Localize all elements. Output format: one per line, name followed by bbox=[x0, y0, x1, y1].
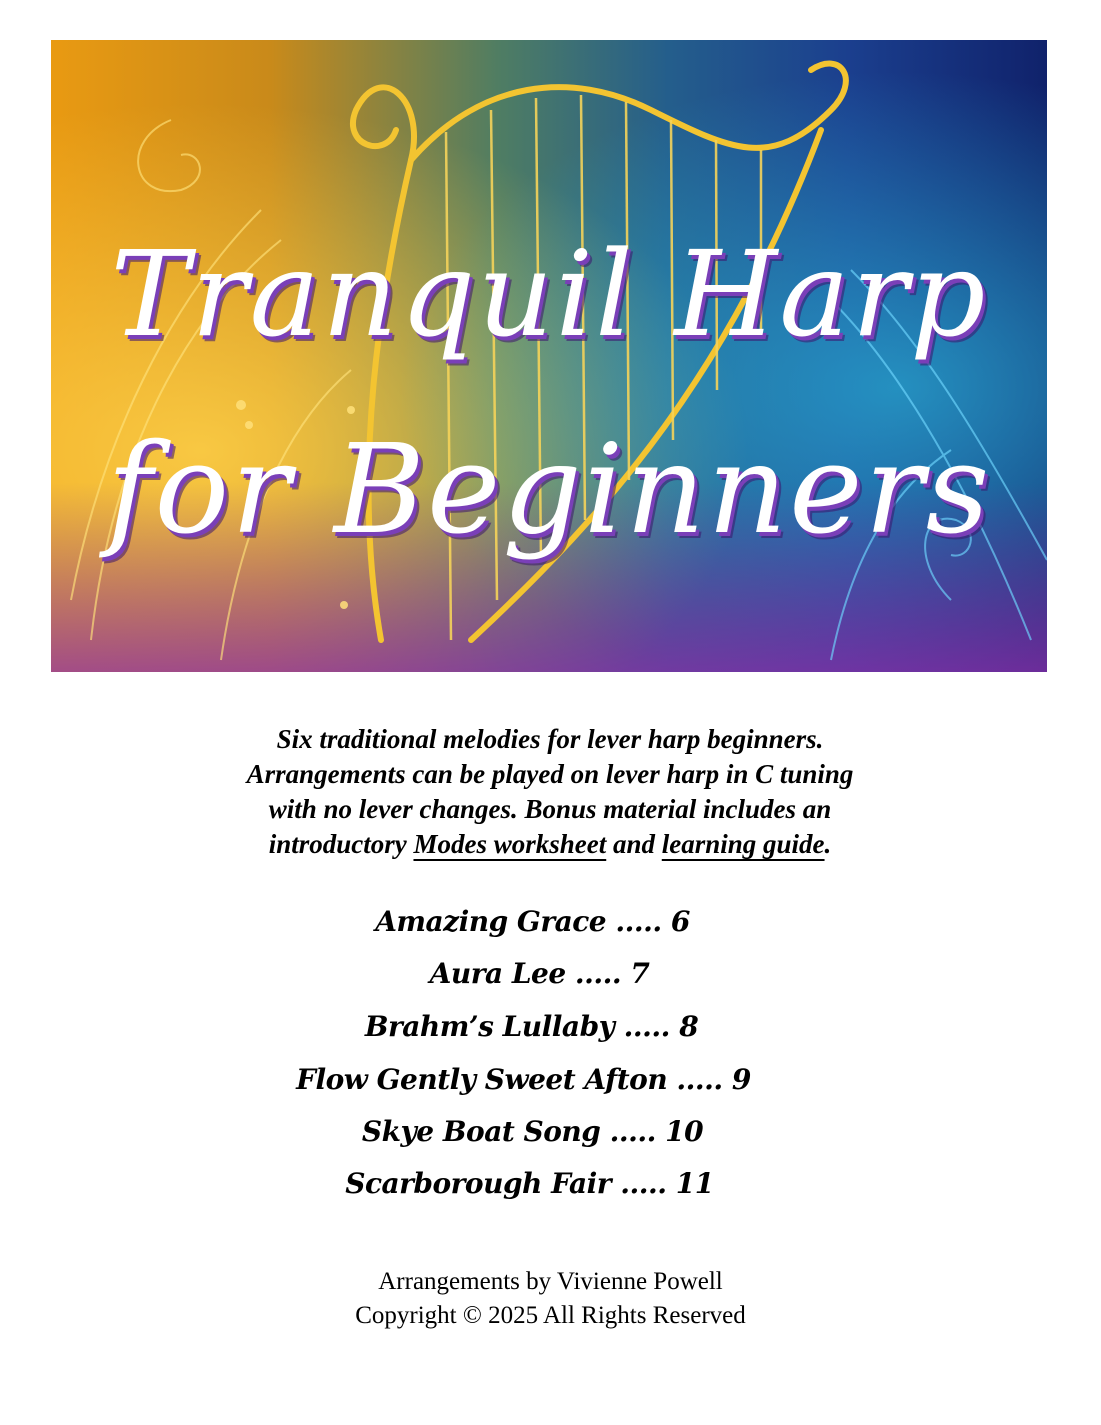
toc-entry-amazing-grace[interactable] bbox=[0, 905, 1083, 938]
toc-page-number: 8 bbox=[679, 1010, 699, 1043]
blurb-line: Arrangements can be played on lever harp in C tuning bbox=[246, 759, 854, 789]
toc-title: Brahm’s Lullaby bbox=[364, 1010, 615, 1043]
toc-leader: ..... bbox=[606, 905, 671, 938]
toc-leader: ..... bbox=[667, 1063, 732, 1096]
blurb-text: and bbox=[606, 829, 662, 859]
blurb-text: . bbox=[824, 829, 832, 859]
blurb-line: Six traditional melodies for lever harp beginners. bbox=[276, 724, 824, 754]
toc-title: Scarborough Fair bbox=[345, 1167, 612, 1200]
toc-entry-aura-lee[interactable] bbox=[0, 957, 1090, 990]
blurb-line: with no lever changes. Bonus material includes an bbox=[268, 794, 832, 824]
toc-title: Aura Lee bbox=[429, 957, 566, 990]
toc-leader: ..... bbox=[614, 1010, 680, 1043]
toc-page-number: 9 bbox=[731, 1063, 751, 1096]
toc-page-number: 7 bbox=[630, 957, 650, 990]
description-blurb bbox=[150, 722, 950, 862]
toc-page-number: 6 bbox=[670, 905, 690, 938]
toc-title: Skye Boat Song bbox=[361, 1115, 601, 1148]
blurb-text: introductory bbox=[268, 829, 414, 859]
toc-entry-flow-gently-sweet-afton[interactable] bbox=[0, 1063, 1074, 1096]
blurb-line bbox=[150, 827, 950, 862]
copyright-notice: Copyright © 2025 All Rights Reserved bbox=[355, 1302, 746, 1329]
cover-title-line-2: for Beginners bbox=[106, 418, 992, 562]
toc-leader: ..... bbox=[600, 1115, 666, 1148]
toc-leader: ..... bbox=[565, 957, 631, 990]
toc-entry-scarborough-fair[interactable] bbox=[0, 1167, 1080, 1200]
toc-title: Amazing Grace bbox=[375, 905, 607, 938]
learning-guide-link[interactable]: learning guide bbox=[661, 829, 825, 859]
cover-image bbox=[51, 40, 1047, 672]
toc-page-number: 10 bbox=[665, 1115, 704, 1148]
toc-title: Flow Gently Sweet Afton bbox=[296, 1063, 668, 1096]
toc-page-number: 11 bbox=[675, 1167, 714, 1200]
toc-entry-skye-boat-song[interactable] bbox=[0, 1115, 1083, 1148]
cover-title-line-1: Tranquil Harp bbox=[110, 225, 988, 363]
credits bbox=[0, 1265, 1101, 1333]
toc-entry-brahms-lullaby[interactable] bbox=[0, 1010, 1082, 1043]
arranger-credit: Arrangements by Vivienne Powell bbox=[378, 1268, 723, 1295]
modes-worksheet-link[interactable]: Modes worksheet bbox=[413, 829, 607, 859]
toc-leader: ..... bbox=[611, 1167, 676, 1200]
